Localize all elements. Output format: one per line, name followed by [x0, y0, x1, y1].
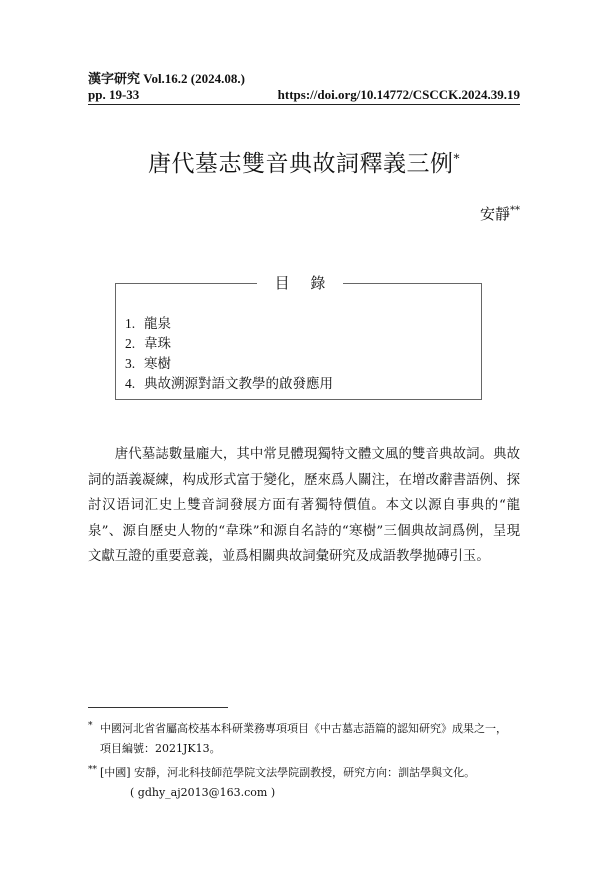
footnote-rule	[88, 707, 228, 708]
toc-item-number: 4.	[125, 376, 136, 391]
paper-title	[88, 145, 520, 178]
page-range: pp. 19-33	[88, 87, 140, 102]
toc-item-label: 典故溯源對語文教學的啟發應用	[144, 376, 333, 392]
toc-item-label: 韋珠	[144, 336, 171, 352]
paper-title-text: 唐代墓志雙音典故詞釋義三例	[148, 151, 454, 177]
abstract-paragraph: 唐代墓誌數量龐大，其中常見體現獨特文體文風的雙音典故詞。典故詞的語義凝練，构成形式富于變化，歷來爲人關注，在增改辭書語例、探討汉语词汇史上雙音詞發展方面有著獨特價值。本文以源自事典的“龍泉”、源自歷史人物的“韋珠”和源自名詩的“寒樹”三個典故詞爲例，呈現文獻互證的重要意義，並爲相關典故詞彙研究及成語教學拋磚引玉。	[88, 447, 520, 565]
footnote-1-text: 中國河北省省屬高校基本科研業務專項項目《中古墓志語篇的認知研究》成果之一，	[100, 722, 507, 735]
journal-info: 漢字研究 Vol.16.2 (2024.08.)	[88, 71, 245, 86]
author	[480, 203, 520, 224]
toc-item[interactable]	[125, 374, 333, 394]
toc-border-right	[343, 283, 482, 284]
toc-item[interactable]	[125, 334, 333, 354]
doi-link[interactable]: https://doi.org/10.14772/CSCCK.2024.39.19	[277, 87, 520, 102]
author-name: 安靜	[479, 205, 510, 223]
toc-item[interactable]	[125, 314, 333, 334]
toc-item-label: 寒樹	[144, 356, 171, 372]
footnote-1-line-2: 項目編號：2021JK13。	[100, 742, 221, 755]
toc-item-label: 龍泉	[144, 316, 171, 332]
author-footnote-mark[interactable]: **	[510, 205, 520, 216]
footnote-2	[88, 763, 528, 803]
footnote-2-email[interactable]: ( gdhy_aj2013@163.com )	[130, 786, 276, 799]
footnote-1	[88, 719, 528, 759]
footnote-1-mark: *	[88, 721, 93, 731]
title-footnote-mark[interactable]: *	[453, 151, 460, 166]
header-rule	[88, 104, 520, 105]
toc-heading: 目 錄	[274, 274, 334, 292]
toc-item-number: 1.	[125, 316, 136, 331]
toc-list	[125, 314, 333, 394]
toc-item[interactable]	[125, 354, 333, 374]
toc-item-number: 3.	[125, 356, 136, 371]
footnote-2-line-1	[88, 763, 528, 783]
footnote-2-mark: **	[88, 765, 97, 775]
toc-item-number: 2.	[125, 336, 136, 351]
toc-border-left	[115, 283, 257, 284]
footnote-2-text: [中國] 安靜，河北科技師范學院文法學院副教授，研究方向：訓詁學與文化。	[100, 766, 476, 779]
footnote-1-line-1	[88, 719, 528, 739]
